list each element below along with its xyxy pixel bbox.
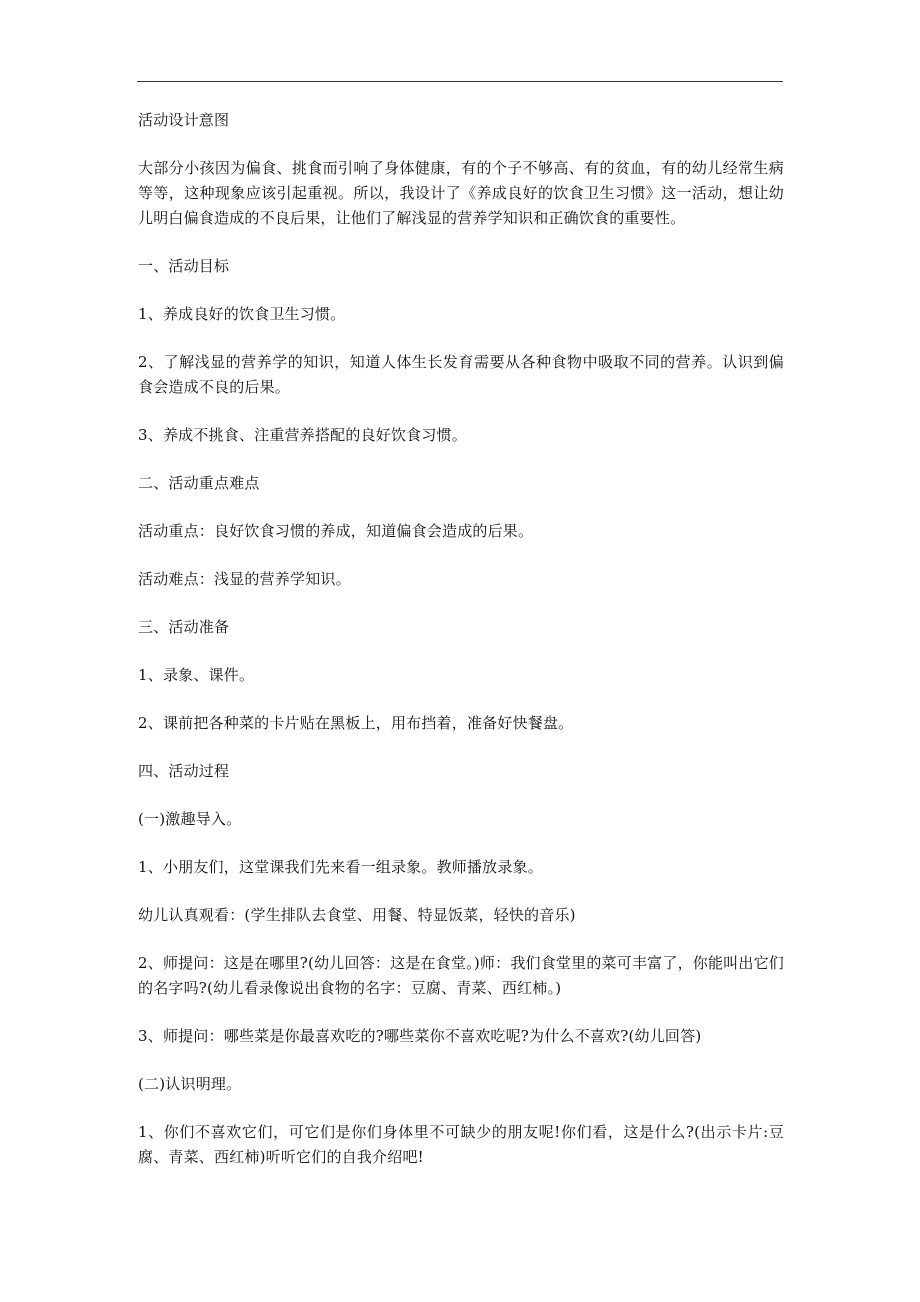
- subsection-heading-intro: (一)激趣导入。: [138, 810, 242, 828]
- preparation-item-2: 2、课前把各种菜的卡片贴在黑板上，用布挡着，准备好快餐盘。: [138, 714, 574, 732]
- difficult-point: 活动难点：浅显的营养学知识。: [138, 570, 351, 588]
- key-point: 活动重点：良好饮食习惯的养成，知道偏食会造成的后果。: [138, 522, 534, 540]
- section-heading-goals: 一、活动目标: [138, 257, 230, 275]
- section-heading-key-points: 二、活动重点难点: [138, 474, 260, 492]
- section-heading-process: 四、活动过程: [138, 762, 230, 780]
- intro-paragraph: 大部分小孩因为偏食、挑食而引响了身体健康，有的个子不够高、有的贫血，有的幼儿经常生病等等，这种现象应该引起重视。所以，我设计了《养成良好的饮食卫生习惯》这一活动，想让幼儿明白偏食造成的不良后果，让他们了解浅显的营养学知识和正确饮食的重要性。: [138, 159, 784, 227]
- section-heading-preparation: 三、活动准备: [138, 618, 230, 636]
- goal-item-3: 3、养成不挑食、注重营养搭配的良好饮食习惯。: [138, 426, 467, 444]
- goal-item-2: 2、了解浅显的营养学的知识，知道人体生长发育需要从各种食物中吸取不同的营养。认识到偏食会造成不良的后果。: [138, 353, 784, 396]
- understanding-step-1: 1、你们不喜欢它们，可它们是你们身体里不可缺少的朋友呢!你们看，这是什么?(出示卡片:豆腐、青菜、西红柿)听听它们的自我介绍吧!: [138, 1123, 784, 1166]
- subsection-heading-understanding: (二)认识明理。: [138, 1075, 242, 1093]
- goal-item-1: 1、养成良好的饮食卫生习惯。: [138, 305, 346, 323]
- preparation-item-1: 1、录象、课件。: [138, 666, 255, 684]
- header-rule: [137, 81, 783, 82]
- process-step-2: 2、师提问：这是在哪里?(幼儿回答：这是在食堂。)师：我们食堂里的菜可丰富了，你能叫出它们的名字吗?(幼儿看录像说出食物的名字：豆腐、青菜、西红柿。): [138, 954, 784, 997]
- process-step-3: 3、师提问：哪些菜是你最喜欢吃的?哪些菜你不喜欢吃呢?为什么不喜欢?(幼儿回答): [138, 1027, 702, 1045]
- process-observation: 幼儿认真观看：(学生排队去食堂、用餐、特显饭菜，轻快的音乐): [138, 906, 576, 924]
- document-body: [138, 108, 784, 1193]
- section-title-design-intent: 活动设计意图: [138, 111, 230, 129]
- process-step-1: 1、小朋友们，这堂课我们先来看一组录象。教师播放录象。: [138, 858, 543, 876]
